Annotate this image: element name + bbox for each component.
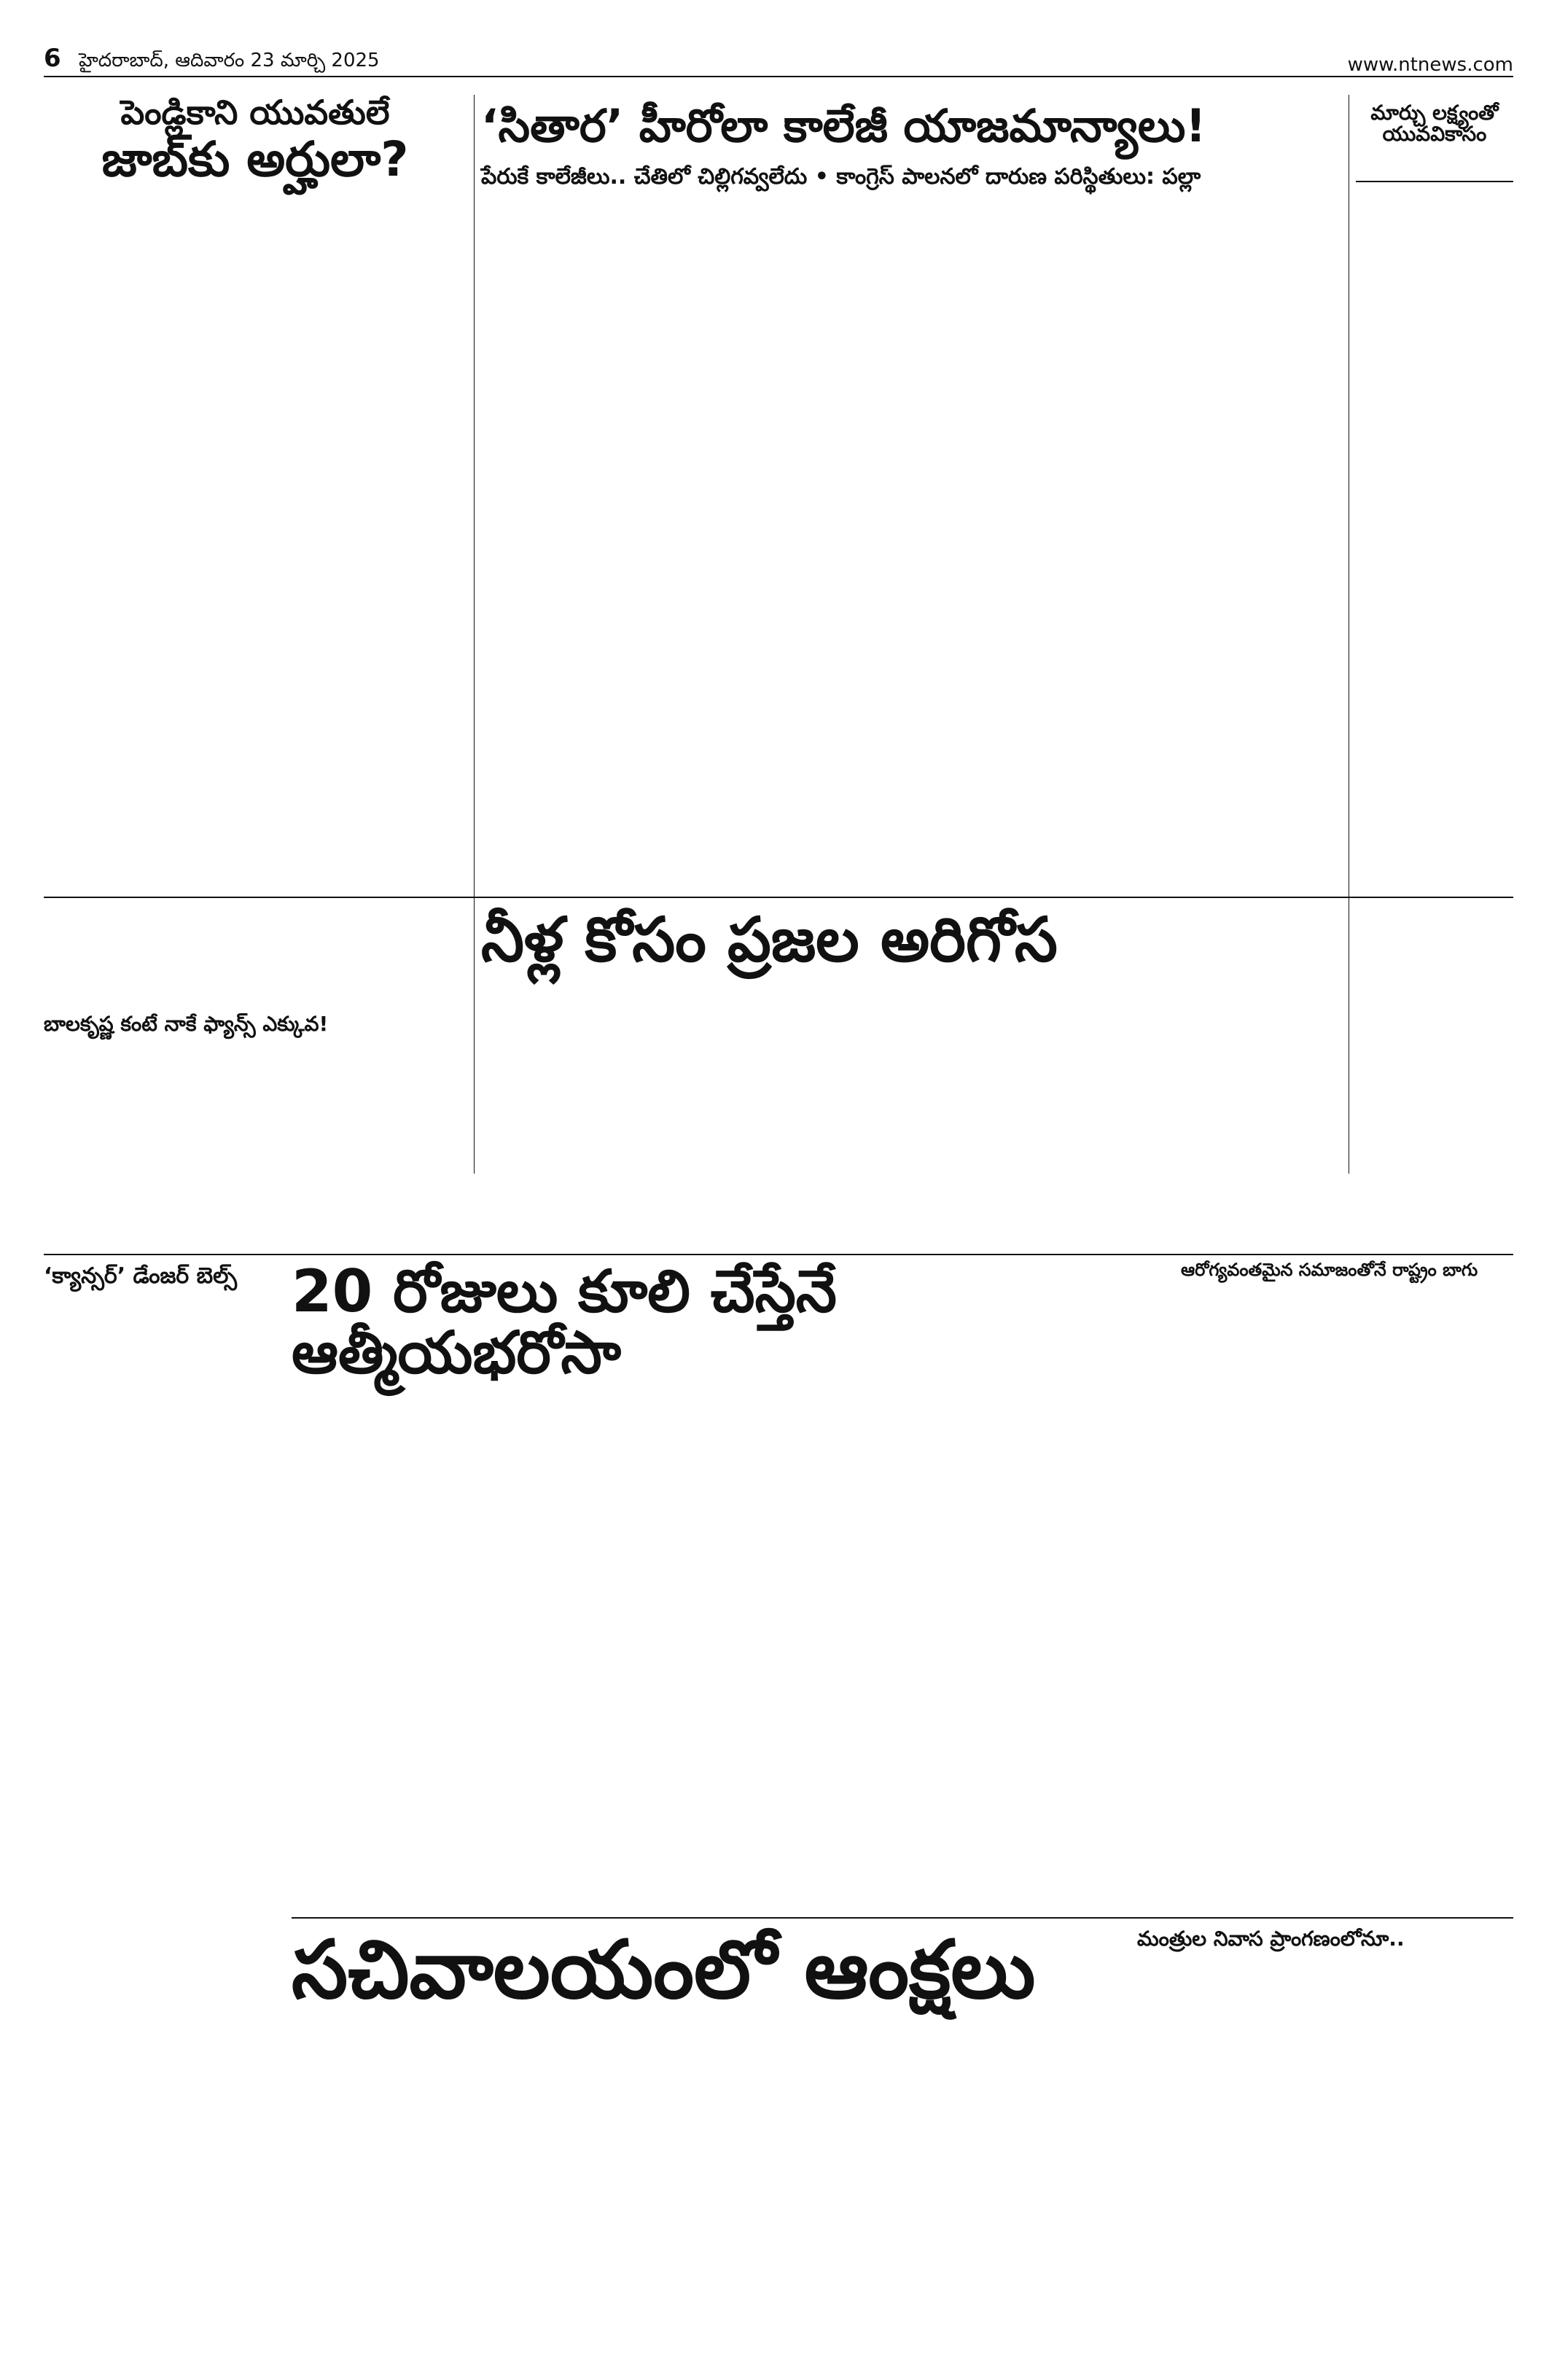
story-health-header bbox=[1181, 1261, 1513, 1298]
column-rule bbox=[474, 95, 475, 1174]
story-secretariat-header bbox=[292, 1923, 1108, 2037]
dateline: హైదరాబాద్, ఆదివారం 23 మార్చి 2025 bbox=[78, 50, 380, 71]
deck: పేరుకే కాలేజీలు.. చేతిలో చిల్లిగవ్వలేదు • కాంగ్రెస్ పాలనలో దారుణ పరిస్థితులు: పల్లా bbox=[481, 164, 1201, 190]
website: www.ntnews.com bbox=[1347, 54, 1513, 76]
masthead bbox=[44, 44, 1513, 77]
story-job-women-header bbox=[44, 95, 467, 204]
section-rule bbox=[292, 1917, 1513, 1919]
headline: మంత్రుల నివాస ప్రాంగణంలోనూ.. bbox=[1137, 1927, 1405, 1951]
section-rule bbox=[44, 897, 1513, 898]
headline: ‘సితార’ హీరోలా కాలేజీ యాజమాన్యాలు! bbox=[481, 99, 1206, 152]
story-march-target-header bbox=[1356, 102, 1513, 182]
story-sitara-header bbox=[481, 99, 1341, 248]
headline: ‘క్యాన్సర్’ డేంజర్ బెల్స్ bbox=[44, 1263, 238, 1289]
headline-line-2: జాబ్‌కు అర్హులా? bbox=[101, 131, 409, 188]
story-20days-header bbox=[292, 1257, 1181, 1386]
headline-line-1: పెండ్లికాని యువతులే bbox=[120, 93, 390, 132]
headline: 20 రోజులు కూలి చేస్తేనే ఆత్మీయభరోసా bbox=[292, 1257, 837, 1386]
section-rule bbox=[44, 1254, 1513, 1255]
newspaper-page bbox=[44, 44, 1513, 2347]
headline: మార్చు లక్ష్యంతో యువవికాసం bbox=[1370, 101, 1499, 147]
story-ministers-header bbox=[1137, 1928, 1513, 1965]
page-number: 6 bbox=[44, 44, 61, 73]
headline: ఆరోగ్యవంతమైన సమాజంతోనే రాష్ట్రం బాగు bbox=[1181, 1260, 1478, 1280]
story-water-header bbox=[481, 904, 1341, 988]
headline: సచివాలయంలో ఆంక్షలు bbox=[292, 1923, 1036, 2016]
story-balakrishna-header bbox=[44, 1013, 467, 1057]
headline: నీళ్ల కోసం ప్రజల అరిగోస bbox=[481, 904, 1058, 975]
masthead-left bbox=[44, 44, 380, 76]
headline: బాలకృష్ణ కంటే నాకే ఫ్యాన్స్ ఎక్కువ! bbox=[44, 1012, 329, 1036]
story-cancer-header bbox=[44, 1265, 284, 1301]
